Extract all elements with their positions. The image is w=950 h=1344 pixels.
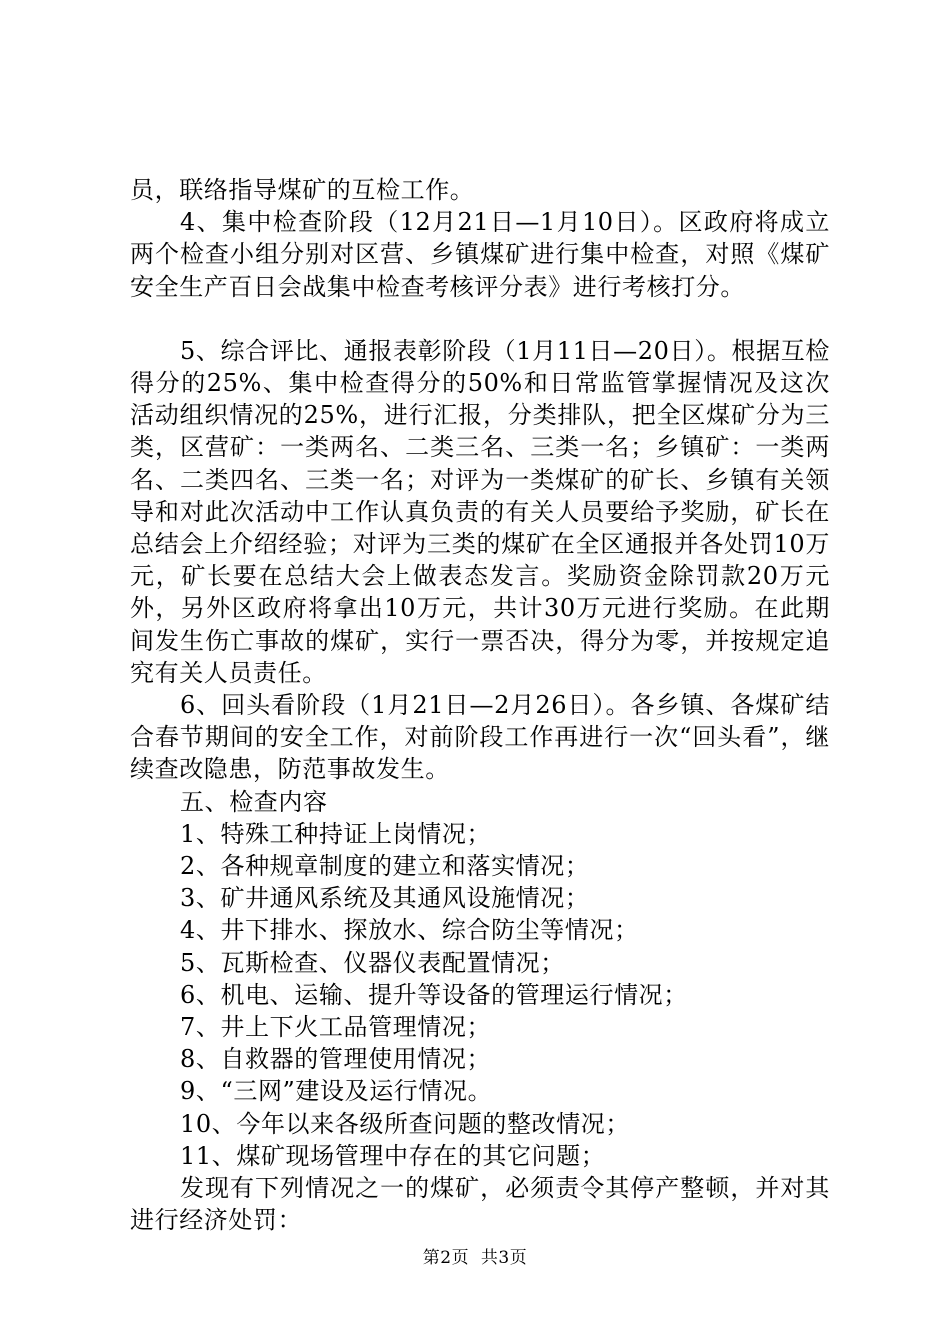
paragraph-penalty-intro: 发现有下列情况之一的煤矿，必须责令其停产整顿，并对其进行经济处罚：	[130, 1174, 830, 1235]
section-heading-inspection-content: 五、检查内容	[180, 787, 328, 816]
list-item: 5、瓦斯检查、仪器仪表配置情况；	[180, 948, 565, 977]
list-item: 8、自救器的管理使用情况；	[180, 1045, 492, 1074]
document-body	[130, 174, 830, 1237]
list-item: 2、各种规章制度的建立和落实情况；	[180, 852, 590, 881]
list-item: 11、煤矿现场管理中存在的其它问题；	[180, 1141, 606, 1170]
paragraph-stage-4: 4、集中检查阶段（12月21日—1月10日）。区政府将成立两个检查小组分别对区营、乡镇煤矿进行集中检查，对照《煤矿安全生产百日会战集中检查考核评分表》进行考核打分。	[130, 208, 830, 301]
paragraph-stage-6: 6、回头看阶段（1月21日—2月26日）。各乡镇、各煤矿结合春节期间的安全工作，对前阶段工作再进行一次“回头看”，继续查改隐患，防范事故发生。	[130, 691, 830, 784]
page-footer	[0, 1243, 950, 1268]
list-item: 1、特殊工种持证上岗情况；	[180, 819, 492, 848]
list-item: 9、“三网”建设及运行情况。	[180, 1077, 493, 1106]
list-item: 3、矿井通风系统及其通风设施情况；	[180, 884, 590, 913]
list-item: 6、机电、运输、提升等设备的管理运行情况；	[180, 980, 688, 1009]
list-item: 4、井下排水、探放水、综合防尘等情况；	[180, 916, 639, 945]
paragraph-stage-5: 5、综合评比、通报表彰阶段（1月11日—20日）。根据互检得分的25%、集中检查得分的50%和日常监管掌握情况及这次活动组织情况的25%，进行汇报，分类排队，把全区煤矿分为三类，区营矿：一类两名、二类三名、三类一名；乡镇矿：一类两名、二类四名、三类一名；对评为一类煤矿的矿长、乡镇有关领导和对此次活动中工作认真负责的有关人员要给予奖励，矿长在总结会上介绍经验；对评为三类的煤矿在全区通报并各处罚10万元，矿长要在总结大会上做表态发言。奖励资金除罚款20万元外，另外区政府将拿出10万元，共计30万元进行奖励。在此期间发生伤亡事故的煤矿，实行一票否决，得分为零，并按规定追究有关人员责任。	[130, 336, 830, 687]
page-number: 第2页 共3页	[422, 1248, 528, 1268]
paragraph-continuation: 员，联络指导煤矿的互检工作。	[130, 176, 475, 204]
list-item: 10、今年以来各级所查问题的整改情况；	[180, 1109, 630, 1138]
list-item: 7、井上下火工品管理情况；	[180, 1013, 492, 1042]
